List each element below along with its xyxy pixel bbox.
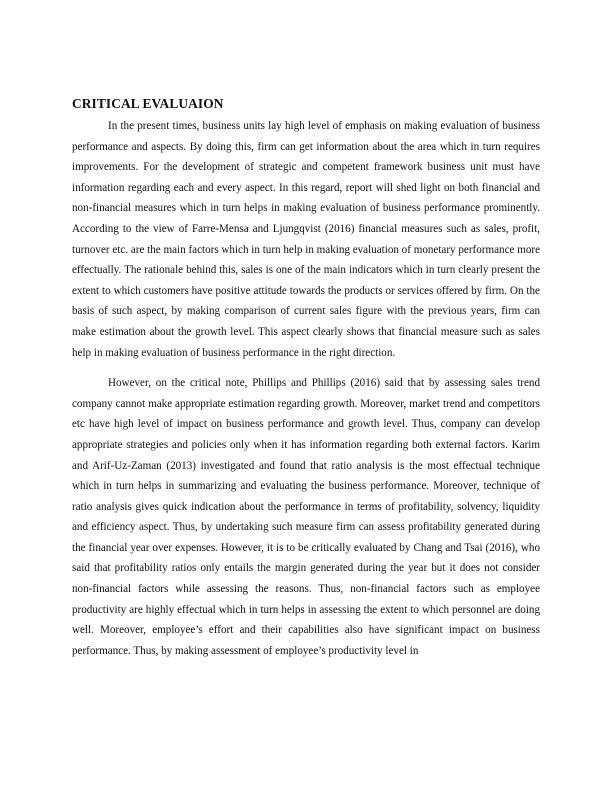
page-content xyxy=(72,96,540,661)
paragraph-2: However, on the critical note, Phillips and Phillips (2016) said that by assessing sales trend company cannot make appropriate estimation regarding growth. Moreover, market trend and competitors etc have high level of impact on business performance and growth level. Thus, company can develop appropriate strategies and policies only when it has information regarding both external factors. Karim and Arif-Uz-Zaman (2013) investigated and found that ratio analysis is the most effectual technique which in turn helps in summarizing and evaluating the business performance. Moreover, technique of ratio analysis gives quick indication about the performance in terms of profitability, solvency, liquidity and efficiency aspect. Thus, by undertaking such measure firm can assess profitability generated during the financial year over expenses. However, it is to be critically evaluated by Chang and Tsai (2016), who said that profitability ratios only entails the margin generated during the year but it does not consider non-financial factors while assessing the reasons. Thus, non-financial factors such as employee productivity are highly effectual which in turn helps in assessing the extent to which personnel are doing well. Moreover, employee’s effort and their capabilities also have significant impact on business performance. Thus, by making assessment of employee’s productivity level in xyxy=(72,377,540,657)
section-heading: CRITICAL EVALUAION xyxy=(72,96,224,111)
paragraph-1: In the present times, business units lay high level of emphasis on making evaluation of business performance and aspects. By doing this, firm can get information about the area which in turn requires improvements. For the development of strategic and competent framework business unit must have information regarding each and every aspect. In this regard, report will shed light on both financial and non-financial measures which in turn helps in making evaluation of business performance prominently. According to the view of Farre-Mensa and Ljungqvist (2016) financial measures such as sales, profit, turnover etc. are the main factors which in turn help in making evaluation of monetary performance more effectually. The rationale behind this, sales is one of the main indicators which in turn clearly present the extent to which customers have positive attitude towards the products or services offered by firm. On the basis of such aspect, by making comparison of current sales figure with the previous years, firm can make estimation about the growth level. This aspect clearly shows that financial measure such as sales help in making evaluation of business performance in the right direction. xyxy=(72,120,540,359)
